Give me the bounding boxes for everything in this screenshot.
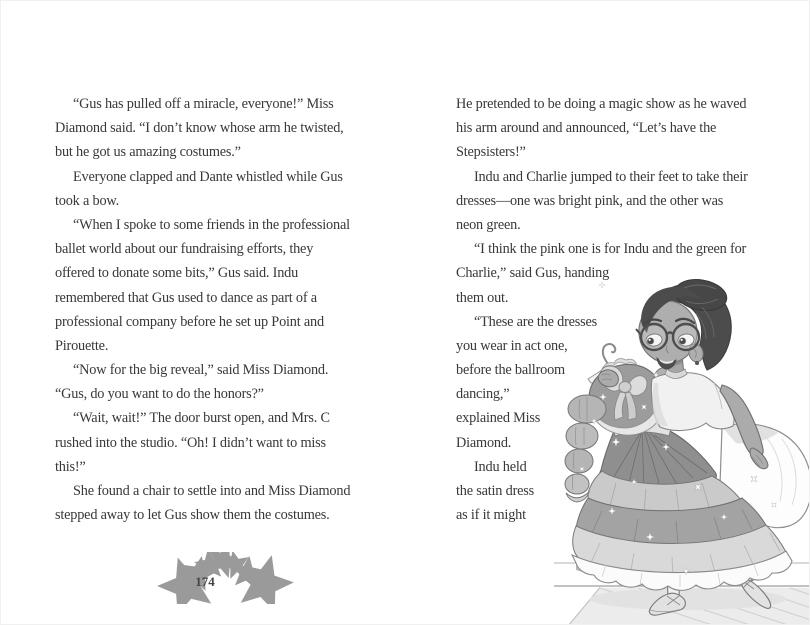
text-line: Pirouette. bbox=[55, 337, 109, 354]
text-line: “I think the pink one is for Indu and the green for bbox=[474, 241, 747, 258]
girl-head bbox=[635, 279, 731, 370]
text-line: “Gus has pulled off a miracle, everyone!” Miss bbox=[73, 96, 334, 112]
ballet-girl-illustration bbox=[546, 279, 810, 625]
text-line: as if it might bbox=[456, 507, 526, 524]
text-line: dancing,” bbox=[456, 386, 510, 403]
text-line: remembered that Gus used to dance as part of a bbox=[55, 289, 317, 306]
earring bbox=[695, 361, 699, 365]
text-line: She found a chair to settle into and Miss Diamond bbox=[73, 483, 351, 499]
text-line: “Gus, do you want to do the honors?” bbox=[55, 386, 264, 403]
text-line: “Wait, wait!” The door burst open, and Mrs. C bbox=[73, 410, 330, 427]
text-line: before the ballroom bbox=[456, 362, 565, 379]
text-line: the satin dress bbox=[456, 483, 534, 499]
text-line: “When I spoke to some friends in the professional bbox=[73, 216, 350, 233]
text-line: professional company before he set up Point and bbox=[55, 313, 324, 330]
text-line: dresses—one was bright pink, and the other was bbox=[456, 192, 724, 209]
text-line: rushed into the studio. “Oh! I didn’t want to miss bbox=[55, 434, 326, 451]
floor bbox=[568, 588, 810, 625]
text-line: Everyone clapped and Dante whistled while Gus bbox=[73, 168, 343, 185]
text-line: offered to donate some bits,” Gus said. Indu bbox=[55, 265, 299, 282]
text-line: them out. bbox=[456, 289, 509, 306]
text-line: neon green. bbox=[456, 216, 521, 233]
text-line: took a bow. bbox=[55, 192, 119, 209]
text-line: Indu held bbox=[474, 458, 527, 475]
text-line: He pretended to be doing a magic show as he waved bbox=[456, 96, 747, 112]
text-line: this!” bbox=[55, 458, 86, 475]
text-line: Diamond said. “I don’t know whose arm he twisted, bbox=[55, 120, 344, 137]
text-line: Stepsisters!” bbox=[456, 144, 526, 161]
text-line: his arm around and announced, “Let’s have the bbox=[456, 120, 717, 137]
text-line: Charlie,” said Gus, handing bbox=[456, 265, 610, 282]
text-line: Diamond. bbox=[456, 434, 512, 451]
text-line: “These are the dresses bbox=[474, 313, 598, 330]
text-line: stepped away to let Gus show them the costumes. bbox=[55, 507, 330, 524]
text-line: Indu and Charlie jumped to their feet to take their bbox=[474, 168, 748, 185]
text-line: explained Miss bbox=[456, 410, 541, 427]
ballet-girl bbox=[565, 279, 810, 615]
text-line: you wear in act one, bbox=[456, 337, 568, 354]
text-line: ballet world about our fundraising efforts, they bbox=[55, 241, 314, 258]
page-number: 174 bbox=[195, 574, 215, 589]
text-line: but he got us amazing costumes.” bbox=[55, 144, 241, 161]
text-line: “Now for the big reveal,” said Miss Diamond. bbox=[73, 362, 329, 379]
left-page-text bbox=[55, 92, 401, 527]
